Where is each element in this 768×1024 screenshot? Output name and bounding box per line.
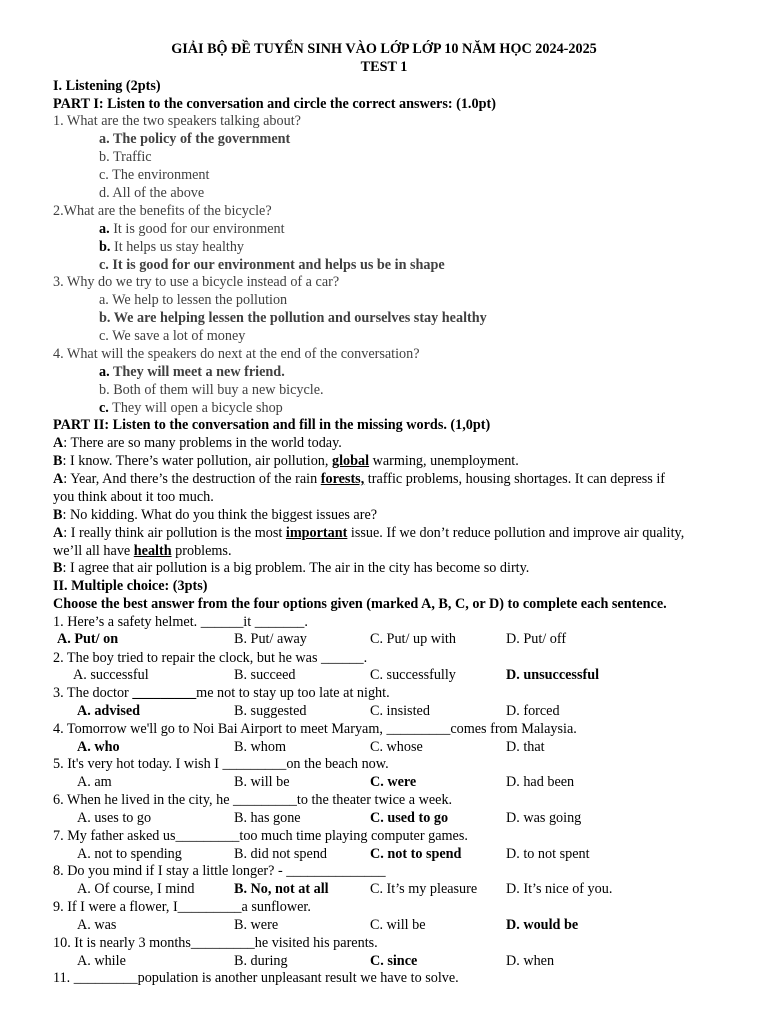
mc-question-11: 11. _________population is another unpleasant result we have to solve. [53,970,459,986]
mc-q1-option-b: B. Put/ away [234,631,307,647]
mc-question-7: 7. My father asked us_________too much time playing computer games. [53,828,468,844]
mc-q5-option-d: D. had been [506,774,575,790]
part2-heading: PART II: Listen to the conversation and fill in the missing words. (1,0pt) [53,417,491,433]
dialogue-line-5: A: I really think air pollution is the most important issue. If we don’t reduce pollution and improve air quality, [53,525,685,541]
mc-q9-option-d: D. would be [506,917,579,933]
mc-q2-option-a: A. successful [73,667,149,683]
listening-q1-option-d: d. All of the above [99,185,205,201]
mc-q4-option-b: B. whom [234,739,287,755]
mc-question-3: 3. The doctor _________me not to stay up too late at night. [53,685,390,701]
listening-q4-option-b: b. Both of them will buy a new bicycle. [99,382,324,398]
answer-important: important [285,525,348,541]
mc-q5-option-b: B. will be [234,774,290,790]
mc-q4-option-c: C. whose [370,739,423,755]
mc-q3-option-d: D. forced [506,703,560,719]
mc-question-9: 9. If I were a flower, I_________a sunflower. [53,899,311,915]
mc-q4-option-a: A. who [77,739,120,755]
listening-q3-option-c: c. We save a lot of money [99,328,246,344]
mc-q2-option-d: D. unsuccessful [506,667,600,683]
mc-question-2: 2. The boy tried to repair the clock, but he was ______. [53,650,368,666]
mc-q6-option-b: B. has gone [234,810,301,826]
mc-q9-option-b: B. were [234,917,279,933]
mc-q6-option-a: A. uses to go [77,810,152,826]
mc-q10-option-b: B. during [234,953,288,969]
mc-q5-option-a: A. am [77,774,112,790]
dialogue-line-5-cont: we’ll all have health problems. [53,543,232,559]
listening-q2-option-b: b. It helps us stay healthy [99,239,245,255]
mc-q8-option-a: A. Of course, I mind [77,881,195,897]
test-title: TEST 1 [360,59,408,75]
mc-q5-option-c: C. were [370,774,417,790]
mc-q7-option-c: C. not to spend [370,846,462,862]
mc-question-8: 8. Do you mind if I stay a little longer? - ______________ [53,863,386,879]
mc-question-5: 5. It's very hot today. I wish I _________on the beach now. [53,756,389,772]
mc-q10-option-d: D. when [506,953,555,969]
mc-q6-option-d: D. was going [506,810,582,826]
mc-q3-option-b: B. suggested [234,703,307,719]
mc-q10-option-a: A. while [77,953,126,969]
mc-q3-option-a: A. advised [77,703,141,719]
mc-q7-option-a: A. not to spending [77,846,182,862]
listening-q1-option-b: b. Traffic [99,149,152,165]
mc-question-4: 4. Tomorrow we'll go to Noi Bai Airport to meet Maryam, _________comes from Malaysia. [53,721,577,737]
listening-q3-option-a: a. We help to lessen the pollution [99,292,288,308]
listening-q3-option-b: b. We are helping lessen the pollution and ourselves stay healthy [99,310,487,326]
mc-q1-option-a: A. Put/ on [57,631,119,647]
listening-q2-option-c: c. It is good for our environment and helps us be in shape [99,257,445,273]
mc-q8-option-b: B. No, not at all [234,881,329,897]
answer-global: global [331,453,370,469]
listening-question-3: 3. Why do we try to use a bicycle instead of a car? [53,274,340,290]
mc-question-6: 6. When he lived in the city, he _________to the theater twice a week. [53,792,453,808]
dialogue-line-3: A: Year, And there’s the destruction of the rain forests, traffic problems, housing shortages. It can depress if [53,471,665,487]
mc-q8-option-d: D. It’s nice of you. [506,881,613,897]
part1-heading: PART I: Listen to the conversation and circle the correct answers: (1.0pt) [53,96,496,112]
document-title: GIẢI BỘ ĐỀ TUYỂN SINH VÀO LỚP LỚP 10 NĂM HỌC 2024-2025 [171,41,597,57]
mc-q8-option-c: C. It’s my pleasure [370,881,478,897]
listening-q1-option-a: a. The policy of the government [99,131,291,147]
listening-q1-option-c: c. The environment [99,167,210,183]
dialogue-line-3-cont: you think about it too much. [53,489,214,505]
mc-q10-option-c: C. since [370,953,418,969]
mc-q1-option-c: C. Put/ up with [370,631,456,647]
listening-question-4: 4. What will the speakers do next at the end of the conversation? [53,346,420,362]
dialogue-line-1: A: There are so many problems in the world today. [53,435,342,451]
section-listening-heading: I. Listening (2pts) [53,78,161,94]
mc-question-1: 1. Here’s a safety helmet. ______it _______. [53,614,308,630]
mc-q7-option-b: B. did not spend [234,846,328,862]
mc-q9-option-a: A. was [77,917,117,933]
answer-health: health [133,543,172,559]
mc-q6-option-c: C. used to go [370,810,449,826]
dialogue-line-4: B: No kidding. What do you think the biggest issues are? [53,507,378,523]
mc-question-10: 10. It is nearly 3 months_________he visited his parents. [53,935,378,951]
mc-q3-option-c: C. insisted [370,703,430,719]
listening-q4-option-a: a. They will meet a new friend. [99,364,285,380]
answer-forests: forests, [320,471,365,487]
section-multiple-choice-heading: II. Multiple choice: (3pts) [53,578,208,594]
dialogue-line-6: B: I agree that air pollution is a big problem. The air in the city has become so dirty. [53,560,530,576]
listening-question-2: 2.What are the benefits of the bicycle? [53,203,272,219]
mc-q4-option-d: D. that [506,739,545,755]
mc-q7-option-d: D. to not spent [506,846,590,862]
mc-instruction: Choose the best answer from the four options given (marked A, B, C, or D) to complete each sentence. [53,596,667,612]
dialogue-line-2: B: I know. There’s water pollution, air pollution, global warming, unemployment. [53,453,519,469]
listening-q2-option-a: a. It is good for our environment [99,221,285,237]
mc-q2-option-c: C. successfully [370,667,456,683]
mc-q9-option-c: C. will be [370,917,426,933]
mc-q1-option-d: D. Put/ off [506,631,567,647]
listening-q4-option-c: c. They will open a bicycle shop [99,400,283,416]
mc-q2-option-b: B. succeed [234,667,296,683]
listening-question-1: 1. What are the two speakers talking about? [53,113,301,129]
